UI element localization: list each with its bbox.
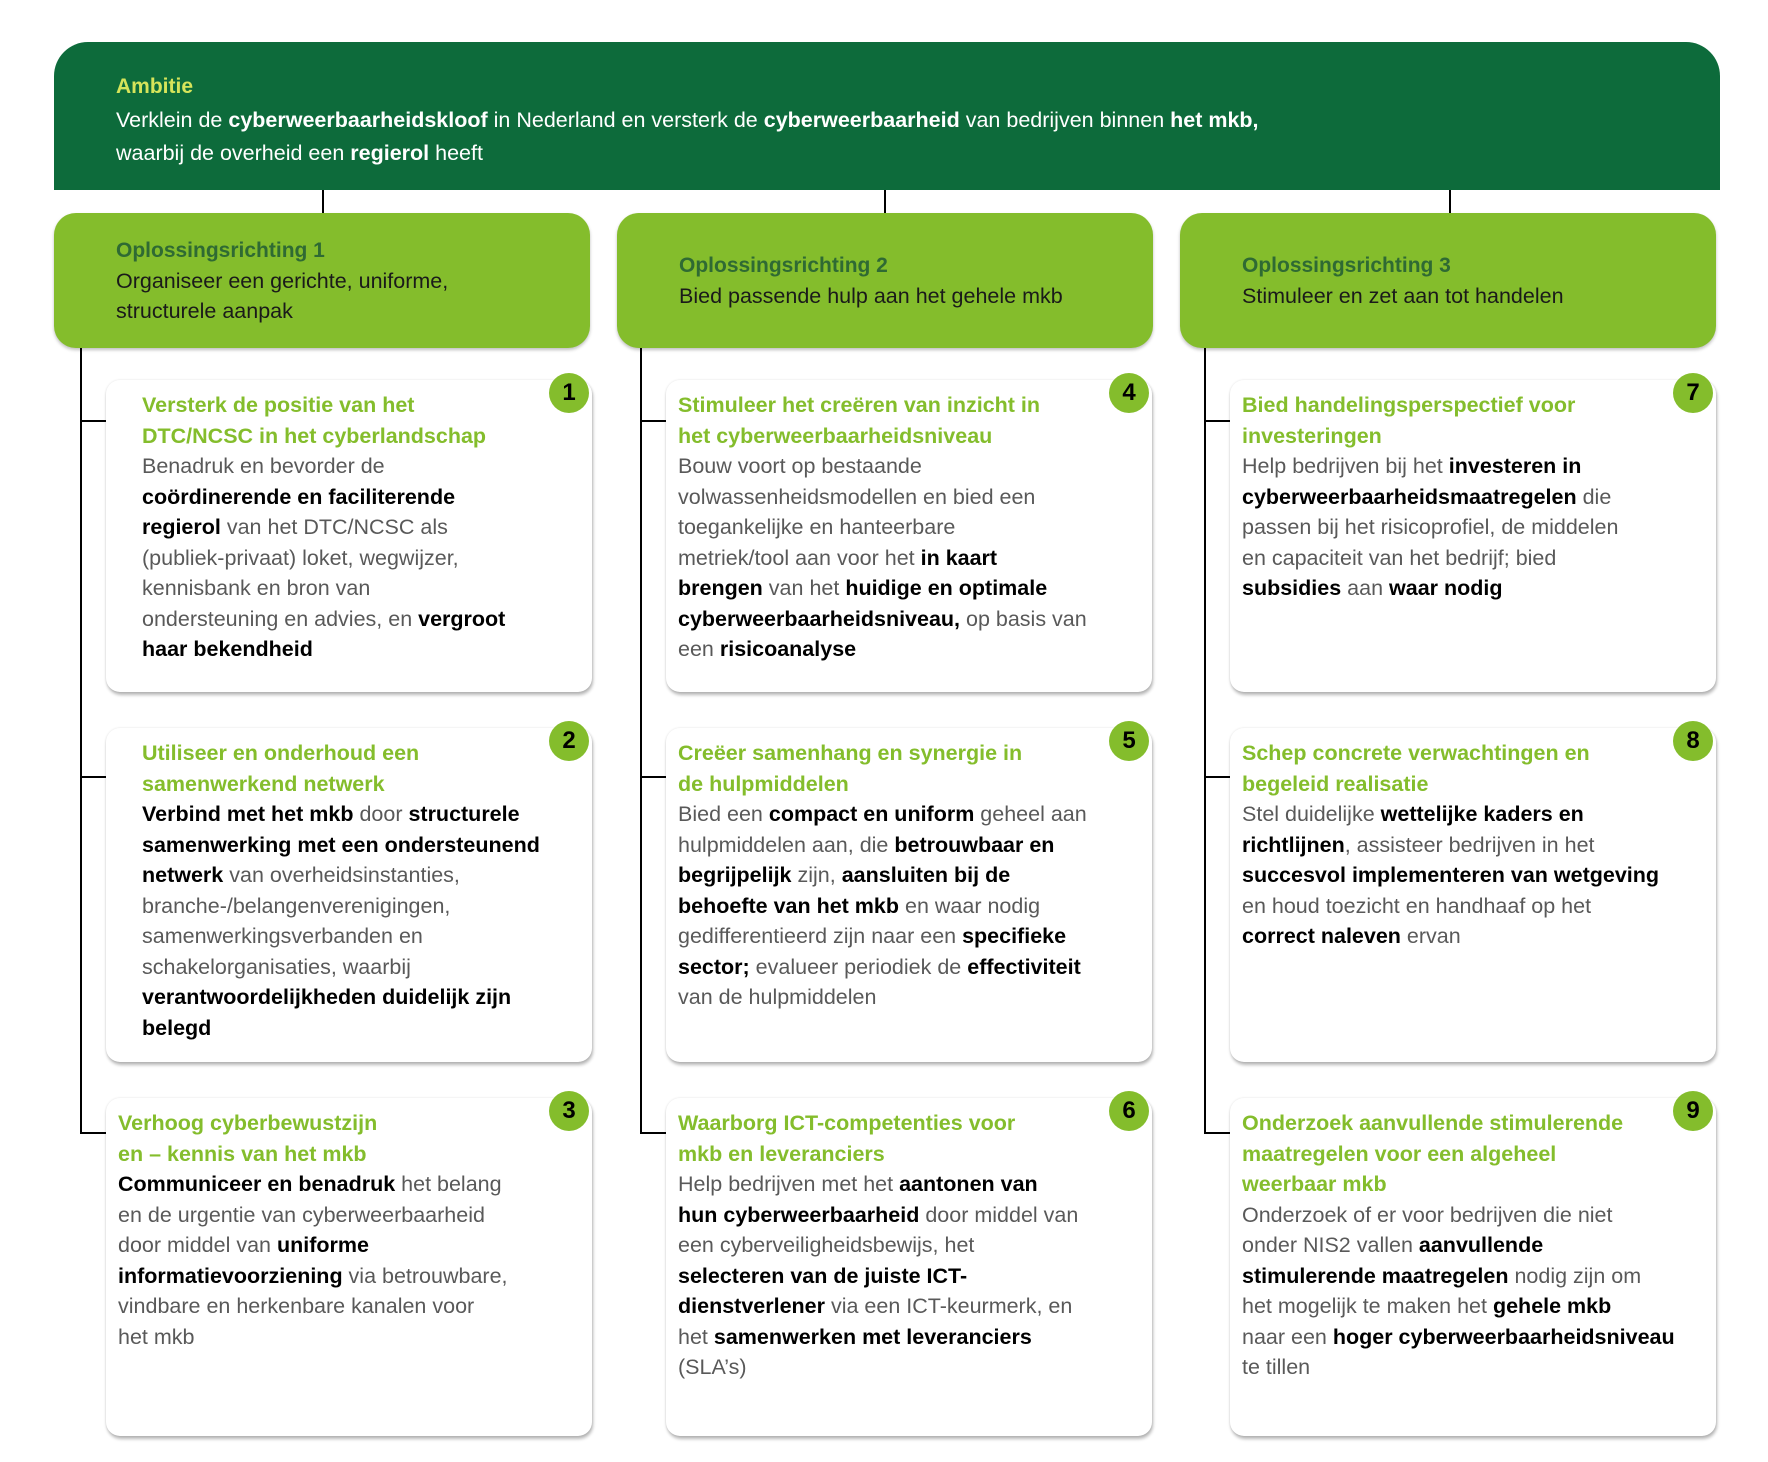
branch-3-3 [1204, 1132, 1230, 1134]
oplossingsrichting-2-text: Bied passende hulp aan het gehele mkb [679, 283, 1063, 308]
ambitie-banner [54, 42, 1720, 190]
oplossingsrichting-3 [1180, 213, 1716, 348]
maatregel-body: Communiceer en benadruk het belang en de urgentie van cyberweerbaarheid door middel van uniforme informatievoorziening via betrouwbare, vindbare en herkenbare kanalen voor het mkb [118, 1172, 508, 1349]
ambitie-label: Ambitie [116, 75, 194, 98]
branch-2-1 [640, 420, 666, 422]
oplossingsrichting-1-label: Oplossingsrichting 1 [116, 238, 325, 262]
maatregel-number-badge: 6 [1109, 1091, 1149, 1131]
maatregel-card-4 [666, 380, 1152, 692]
maatregel-body: Help bedrijven bij het investeren in cyberweerbaarheidsmaatregelen die passen bij het risicoprofiel, de middelen en capaciteit van het bedrijf; bied subsidies aan waar nodig [1242, 454, 1619, 600]
maatregel-number-badge: 8 [1673, 721, 1713, 761]
oplossingsrichting-2-label: Oplossingsrichting 2 [679, 253, 888, 277]
maatregel-title: Waarborg ICT-competenties voor mkb en leveranciers [678, 1111, 1016, 1166]
trunk-line-1 [80, 348, 82, 1133]
maatregel-title: Versterk de positie van het DTC/NCSC in het cyberlandschap [142, 393, 487, 448]
maatregel-card-8 [1230, 728, 1716, 1062]
oplossingsrichting-2 [617, 213, 1153, 348]
maatregel-number-badge: 1 [549, 373, 589, 413]
maatregel-title: Stimuleer het creëren van inzicht in het cyberweerbaarheidsniveau [678, 393, 1041, 448]
maatregel-card-1 [106, 380, 592, 692]
maatregel-card-6 [666, 1098, 1152, 1436]
branch-2-3 [640, 1132, 666, 1134]
maatregel-body: Help bedrijven met het aantonen van hun cyberweerbaarheid door middel van een cyberveiligheidsbewijs, het selecteren van de juiste ICT- dienstverlener via een ICT-keurmerk, en het samenwerken met leveranciers (SLA’s) [678, 1172, 1079, 1379]
maatregel-title: Creëer samenhang en synergie in de hulpmiddelen [678, 741, 1023, 796]
maatregel-card-3 [106, 1098, 592, 1436]
maatregel-title: Onderzoek aanvullende stimulerende maatregelen voor een algeheel weerbaar mkb [1242, 1111, 1624, 1196]
trunk-line-2 [640, 348, 642, 1133]
maatregel-number-badge: 5 [1109, 721, 1149, 761]
maatregel-card-9 [1230, 1098, 1716, 1436]
branch-3-1 [1204, 420, 1230, 422]
maatregel-number-badge: 3 [549, 1091, 589, 1131]
maatregel-body: Stel duidelijke wettelijke kaders en richtlijnen, assisteer bedrijven in het succesvol implementeren van wetgeving en houd toezicht en handhaaf op het correct naleven ervan [1242, 802, 1660, 948]
oplossingsrichting-3-text: Stimuleer en zet aan tot handelen [1242, 283, 1564, 308]
branch-1-2 [80, 776, 106, 778]
maatregel-card-5 [666, 728, 1152, 1062]
maatregel-body: Verbind met het mkb door structurele samenwerking met een ondersteunend netwerk van overheidsinstanties, branche-/belangenverenigingen, samenwerkingsverbanden en schakelorganisaties, waarbij verantwoordelijkheden duidelijk zijn belegd [142, 802, 540, 1040]
branch-3-2 [1204, 776, 1230, 778]
maatregel-title: Schep concrete verwachtingen en begeleid realisatie [1242, 741, 1590, 796]
ambitie-text: Verklein de cyberweerbaarheidskloof in Nederland en versterk de cyberweerbaarheid van bedrijven binnen het mkb, waarbij de overheid een regierol heeft [116, 108, 1259, 165]
maatregel-body: Benadruk en bevorder de coördinerende en faciliterende regierol van het DTC/NCSC als (publiek-privaat) loket, wegwijzer, kennisbank en bron van ondersteuning en advies, en vergroot haar bekendheid [142, 454, 506, 661]
maatregel-title: Utiliseer en onderhoud een samenwerkend netwerk [142, 741, 420, 796]
maatregel-card-2 [106, 728, 592, 1062]
connector-top-1 [322, 190, 324, 213]
connector-top-2 [884, 190, 886, 213]
maatregel-number-badge: 2 [549, 721, 589, 761]
maatregel-title: Verhoog cyberbewustzijn en – kennis van het mkb [118, 1111, 378, 1166]
oplossingsrichting-3-label: Oplossingsrichting 3 [1242, 253, 1451, 277]
maatregel-body: Onderzoek of er voor bedrijven die niet onder NIS2 vallen aanvullende stimulerende maatregelen nodig zijn om het mogelijk te maken het gehele mkb naar een hoger cyberweerbaarheidsniveau te tillen [1242, 1202, 1675, 1379]
branch-1-3 [80, 1132, 106, 1134]
branch-2-2 [640, 776, 666, 778]
oplossingsrichting-1 [54, 213, 590, 348]
maatregel-body: Bouw voort op bestaande volwassenheidsmodellen en bied een toegankelijke en hanteerbare metriek/tool aan voor het in kaart brengen van het huidige en optimale cyberweerbaarheidsniveau, op basis van een risicoanalyse [678, 454, 1087, 661]
connector-top-3 [1449, 190, 1451, 213]
maatregel-number-badge: 4 [1109, 373, 1149, 413]
branch-1-1 [80, 420, 106, 422]
maatregel-title: Bied handelingsperspectief voor investeringen [1242, 393, 1576, 448]
trunk-line-3 [1204, 348, 1206, 1133]
maatregel-body: Bied een compact en uniform geheel aan hulpmiddelen aan, die betrouwbaar en begrijpelijk zijn, aansluiten bij de behoefte van het mkb en waar nodig gedifferentieerd zijn naar een specifieke sector; evalueer periodiek de effectiviteit van de hulpmiddelen [678, 802, 1087, 1009]
maatregel-number-badge: 9 [1673, 1091, 1713, 1131]
maatregel-card-7 [1230, 380, 1716, 692]
maatregel-number-badge: 7 [1673, 373, 1713, 413]
oplossingsrichting-1-text: Organiseer een gerichte, uniforme, structurele aanpak [116, 268, 449, 323]
